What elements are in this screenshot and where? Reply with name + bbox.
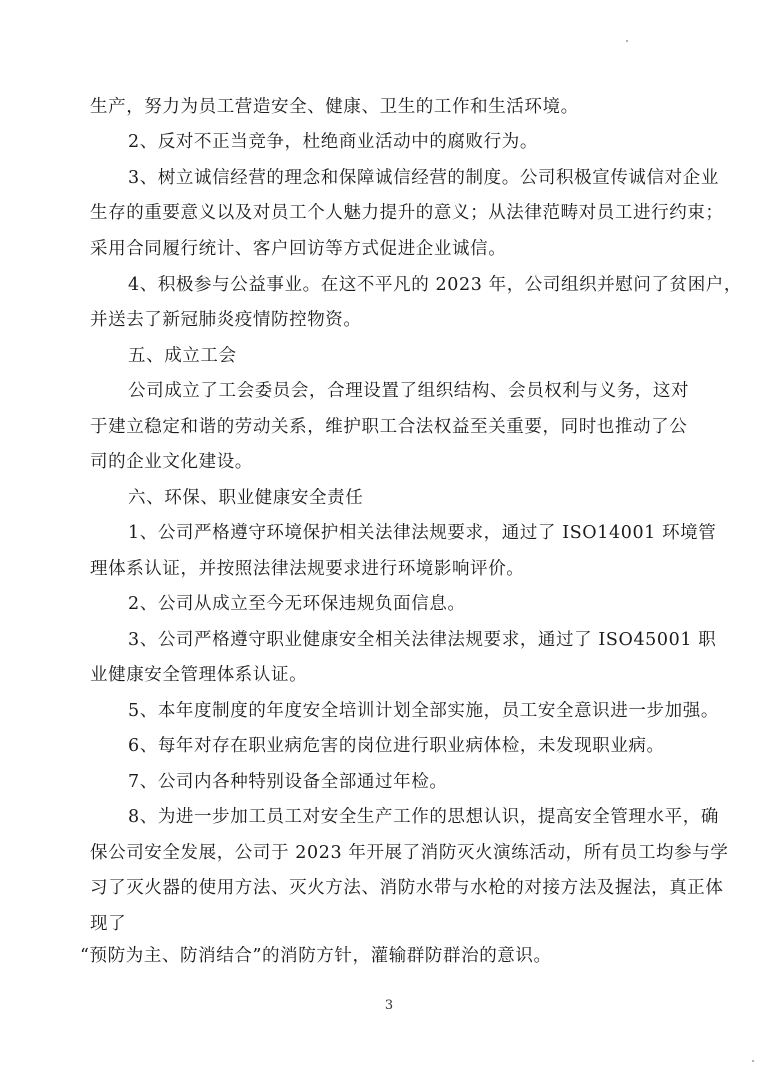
text-line: 1、公司严格遵守环境保护相关法律法规要求，通过了 ISO14001 环境管	[128, 523, 717, 543]
text-line: “预防为主、防消结合”的消防方针，灌输群防群治的意识。	[80, 946, 552, 966]
text-line: 6、每年对存在职业病危害的岗位进行职业病体检，未发现职业病。	[128, 736, 665, 756]
text-line: 7、公司内各种特别设备全部通过年检。	[128, 772, 448, 792]
text-line: 采用合同履行统计、客户回访等方式促进企业诚信。	[90, 239, 507, 259]
scan-speck	[752, 1060, 754, 1062]
text-line: 生产，努力为员工营造安全、健康、卫生的工作和生活环境。	[90, 97, 579, 117]
text-line: 5、本年度制度的年度安全培训计划全部实施，员工安全意识进一步加强。	[128, 701, 719, 721]
text-line: 公司成立了工会委员会，合理设置了组织结构、会员权利与义务，这对	[128, 381, 690, 401]
page-number: 3	[384, 998, 394, 1013]
text-line: 习了灭火器的使用方法、灭火方法、消防水带与水枪的对接方法及握法，真正体	[90, 878, 724, 898]
text-line: 2、反对不正当竞争，杜绝商业活动中的腐败行为。	[128, 132, 538, 152]
scan-speck	[626, 40, 628, 42]
text-line: 保公司安全发展，公司于 2023 年开展了消防灭火演练活动，所有员工均参与学	[90, 843, 729, 863]
text-line: 4、积极参与公益事业。在这不平凡的 2023 年，公司组织并慰问了贫困户，	[128, 275, 742, 295]
text-line: 生存的重要意义以及对员工个人魅力提升的意义；从法律范畴对员工进行约束；	[90, 203, 724, 223]
text-line: 3、公司严格遵守职业健康安全相关法律法规要求，通过了 ISO45001 职	[128, 630, 717, 650]
section-heading: 五、成立工会	[128, 346, 237, 366]
section-heading: 六、环保、职业健康安全责任	[128, 488, 364, 508]
text-line: 理体系认证，并按照法律法规要求进行环境影响评价。	[90, 559, 525, 579]
text-line: 8、为进一步加工员工对安全生产工作的思想认识，提高安全管理水平，确	[128, 807, 719, 827]
text-line: 司的企业文化建设。	[90, 452, 253, 472]
text-line: 现了	[90, 914, 127, 934]
text-line: 2、公司从成立至今无环保违规负面信息。	[128, 594, 466, 614]
text-line: 于建立稳定和谐的劳动关系，维护职工合法权益至关重要，同时也推动了公	[90, 417, 688, 437]
text-line: 业健康安全管理体系认证。	[90, 665, 308, 685]
text-line: 3、树立诚信经营的理念和保障诚信经营的制度。公司积极宣传诚信对企业	[128, 168, 719, 188]
text-line: 并送去了新冠肺炎疫情防控物资。	[90, 310, 362, 330]
